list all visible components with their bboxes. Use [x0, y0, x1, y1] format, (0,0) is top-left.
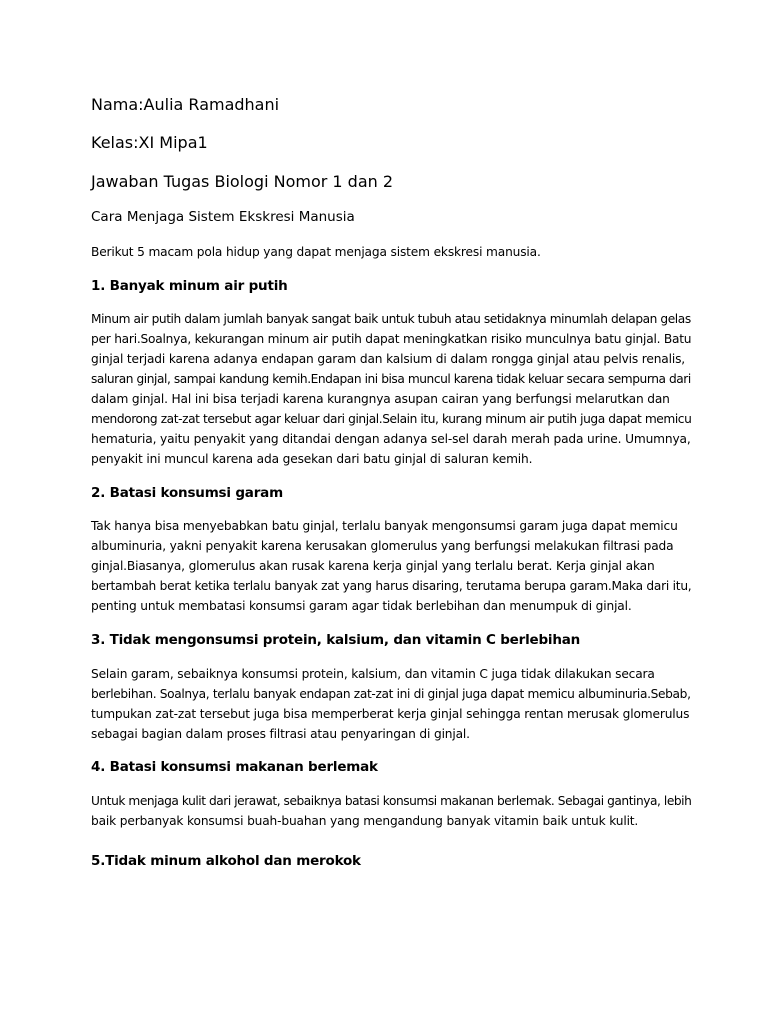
intro-line: Berikut 5 macam pola hidup yang dapat menjaga sistem ekskresi manusia.: [91, 245, 541, 259]
paragraph-line: ginjal terjadi karena adanya endapan garam dan kalsium di dalam rongga ginjal atau pelvis renalis,: [91, 352, 686, 366]
paragraph-line: albuminuria, yakni penyakit karena kerusakan glomerulus yang berfungsi melakukan filtrasi pada: [91, 539, 674, 553]
paragraph-line: per hari.Soalnya, kekurangan minum air putih dapat meningkatkan risiko munculnya batu ginjal. Batu: [91, 332, 692, 346]
paragraph-line: berlebihan. Soalnya, terlalu banyak endapan zat-zat ini di ginjal juga dapat memicu albuminuria.Sebab,: [91, 687, 691, 701]
section-2-paragraph: [91, 516, 691, 616]
paragraph-line: sebagai bagian dalam proses filtrasi atau penyaringan di ginjal.: [91, 727, 470, 741]
section-4-heading: 4. Batasi konsumsi makanan berlemak: [91, 759, 378, 775]
section-1-paragraph: [91, 309, 691, 469]
section-3-paragraph: [91, 664, 691, 744]
section-4-paragraph: [91, 791, 691, 831]
student-class: Kelas:XI Mipa1: [91, 133, 208, 152]
document-subtitle: Cara Menjaga Sistem Ekskresi Manusia: [91, 209, 355, 225]
paragraph-line: hematuria, yaitu penyakit yang ditandai dengan adanya sel-sel darah merah pada urine. Umumnya,: [91, 432, 691, 446]
paragraph-line: penting untuk membatasi konsumsi garam agar tidak berlebihan dan menumpuk di ginjal.: [91, 599, 632, 613]
paragraph-line: saluran ginjal, sampai kandung kemih.Endapan ini bisa muncul karena tidak keluar secara sempurna dari: [91, 372, 691, 386]
paragraph-line: Untuk menjaga kulit dari jerawat, sebaiknya batasi konsumsi makanan berlemak. Sebagai gantinya, lebih: [91, 794, 692, 808]
paragraph-line: tumpukan zat-zat tersebut juga bisa memperberat kerja ginjal sehingga rentan merusak glomerulus: [91, 707, 690, 721]
section-3-heading: 3. Tidak mengonsumsi protein, kalsium, dan vitamin C berlebihan: [91, 632, 581, 648]
section-5-heading: 5.Tidak minum alkohol dan merokok: [91, 853, 361, 869]
paragraph-line: penyakit ini muncul karena ada gesekan dari batu ginjal di saluran kemih.: [91, 452, 533, 466]
paragraph-line: Tak hanya bisa menyebabkan batu ginjal, terlalu banyak mengonsumsi garam juga dapat memicu: [91, 519, 678, 533]
document-title: Jawaban Tugas Biologi Nomor 1 dan 2: [91, 172, 394, 191]
section-2-heading: 2. Batasi konsumsi garam: [91, 485, 283, 501]
paragraph-line: baik perbanyak konsumsi buah-buahan yang mengandung banyak vitamin baik untuk kulit.: [91, 814, 639, 828]
student-name: Nama:Aulia Ramadhani: [91, 95, 280, 114]
paragraph-line: mendorong zat-zat tersebut agar keluar dari ginjal.Selain itu, kurang minum air putih juga dapat memicu: [91, 412, 692, 426]
paragraph-line: bertambah berat ketika terlalu banyak zat yang harus disaring, terutama berupa garam.Maka dari itu,: [91, 579, 692, 593]
section-1-heading: 1. Banyak minum air putih: [91, 278, 288, 294]
intro-paragraph: [91, 242, 691, 262]
paragraph-line: Minum air putih dalam jumlah banyak sangat baik untuk tubuh atau setidaknya minumlah delapan gelas: [91, 312, 691, 326]
paragraph-line: dalam ginjal. Hal ini bisa terjadi karena kurangnya asupan cairan yang berfungsi melarutkan dan: [91, 392, 670, 406]
paragraph-line: Selain garam, sebaiknya konsumsi protein, kalsium, dan vitamin C juga tidak dilakukan secara: [91, 667, 655, 681]
paragraph-line: ginjal.Biasanya, glomerulus akan rusak karena kerja ginjal yang terlalu berat. Kerja ginjal akan: [91, 559, 655, 573]
